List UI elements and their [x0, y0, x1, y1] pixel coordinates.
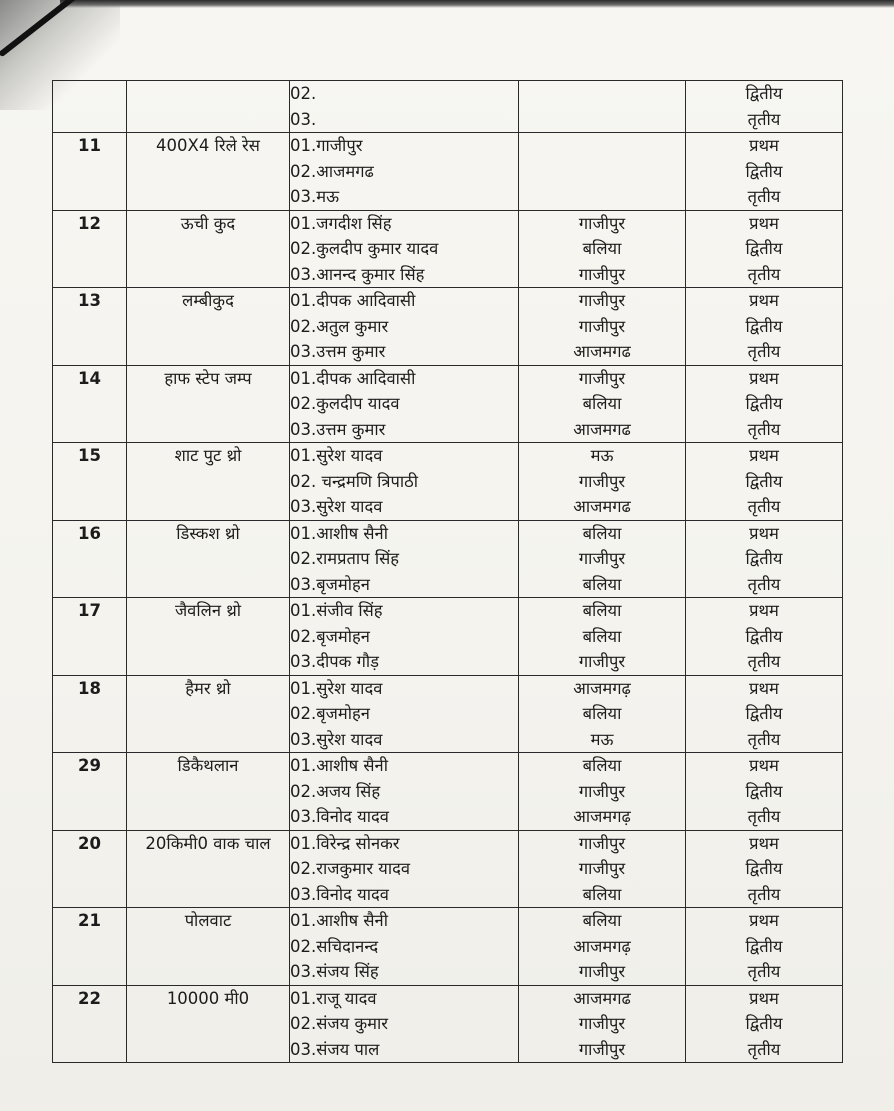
district-name [519, 184, 685, 210]
district-name: गाजीपुर [578, 471, 626, 491]
district-name: मऊ [590, 729, 614, 749]
district-name: गाजीपुर [578, 833, 626, 853]
position-label: प्रथम [749, 756, 779, 775]
district-name: आजमगढ [573, 419, 631, 439]
serial-number: 21 [78, 911, 101, 930]
winner-name: 02. [290, 84, 317, 103]
serial-number-cell [53, 365, 127, 443]
serial-number: 20 [78, 833, 101, 853]
position-cell [686, 365, 843, 443]
district-cell [519, 830, 686, 908]
winner-name: 03. [290, 109, 317, 129]
district-name: बलिया [582, 884, 622, 904]
position-cell [686, 133, 843, 211]
winner-names-cell [290, 830, 519, 908]
winner-name: 02.सचिदानन्द [290, 936, 379, 956]
winner-names-cell [290, 443, 519, 521]
district-name: गाजीपुर [578, 549, 626, 568]
district-name: गाजीपुर [578, 962, 626, 981]
position-label: तृतीय [747, 497, 781, 516]
table-row [53, 830, 843, 908]
winner-name: 01.संजीव सिंह [290, 601, 383, 620]
winner-names-cell [290, 81, 519, 133]
district-name: आजमगढ़ [573, 936, 631, 956]
winner-name: 02.बृजमोहन [290, 626, 370, 646]
event-name-cell [127, 598, 290, 676]
winner-name: 01.गाजीपुर [290, 136, 363, 155]
serial-number: 17 [78, 601, 101, 620]
serial-number: 16 [78, 523, 101, 543]
event-name: 10000 मी0 [166, 988, 250, 1008]
table-row [53, 675, 843, 753]
district-name: बलिया [582, 626, 622, 646]
position-cell [686, 753, 843, 831]
winner-name: 01.दीपक आदिवासी [290, 368, 416, 388]
winner-names-cell [290, 288, 519, 366]
district-cell [519, 908, 686, 986]
serial-number: 14 [78, 368, 101, 388]
event-name: 20किमी0 वाक चाल [145, 833, 271, 853]
winner-name: 02.कुलदीप यादव [290, 394, 400, 413]
event-name: डिकैथलान [177, 756, 239, 775]
event-name-cell [127, 830, 290, 908]
position-cell [686, 81, 843, 133]
district-name [519, 159, 685, 185]
event-name: जैवलिन थ्रो [174, 601, 242, 620]
winner-names-cell [290, 675, 519, 753]
winner-name: 03.संजय सिंह [290, 962, 379, 981]
event-name-cell [127, 365, 290, 443]
event-name-cell [127, 985, 290, 1063]
winner-name: 02. चन्द्रमणि त्रिपाठी [290, 471, 419, 491]
district-cell [519, 210, 686, 288]
position-cell [686, 908, 843, 986]
position-label: प्रथम [749, 988, 779, 1008]
district-name: गाजीपुर [578, 652, 626, 671]
district-name: आजमगढ़ [573, 678, 631, 698]
position-label: प्रथम [749, 291, 779, 310]
district-cell [519, 520, 686, 598]
event-name-cell [127, 675, 290, 753]
serial-number-cell [53, 288, 127, 366]
position-label: द्वितीय [745, 394, 783, 413]
winner-name: 03.सुरेश यादव [290, 729, 383, 749]
serial-number-cell [53, 133, 127, 211]
district-name: आजमगढ [573, 497, 631, 516]
district-name: गाजीपुर [578, 1039, 626, 1059]
position-label: तृतीय [747, 652, 781, 671]
serial-number: 11 [78, 136, 101, 155]
position-label: द्वितीय [745, 936, 783, 956]
winner-name: 02.कुलदीप कुमार यादव [290, 239, 439, 258]
position-label: तृतीय [747, 884, 781, 904]
serial-number-cell [53, 520, 127, 598]
district-name: बलिया [582, 756, 622, 775]
event-name-cell [127, 520, 290, 598]
winner-name: 01.दीपक आदिवासी [290, 291, 416, 310]
district-cell [519, 133, 686, 211]
position-label: तृतीय [747, 342, 781, 361]
winner-name: 02.संजय कुमार [290, 1014, 389, 1033]
position-cell [686, 443, 843, 521]
district-name: गाजीपुर [578, 291, 626, 310]
winner-name: 02.अजय सिंह [290, 781, 381, 801]
position-label: द्वितीय [745, 859, 783, 878]
winner-name: 02.राजकुमार यादव [290, 859, 411, 878]
position-cell [686, 520, 843, 598]
position-cell [686, 210, 843, 288]
district-cell [519, 443, 686, 521]
serial-number: 18 [78, 678, 101, 698]
event-name-cell [127, 133, 290, 211]
position-label: द्वितीय [745, 704, 783, 723]
district-cell [519, 675, 686, 753]
position-label: तृतीय [747, 962, 781, 981]
position-label: प्रथम [749, 601, 779, 620]
table-row [53, 598, 843, 676]
winner-names-cell [290, 598, 519, 676]
winner-names-cell [290, 985, 519, 1063]
district-cell [519, 81, 686, 133]
position-label: प्रथम [749, 136, 779, 155]
serial-number [53, 81, 126, 107]
table-row [53, 443, 843, 521]
district-name [519, 133, 685, 159]
event-name-cell [127, 443, 290, 521]
district-name: गाजीपुर [578, 859, 626, 878]
district-name: बलिया [582, 574, 622, 594]
winner-name: 02.आजमगढ [290, 161, 374, 181]
district-name: बलिया [582, 394, 622, 413]
event-name-cell [127, 908, 290, 986]
event-name: लम्बीकुद [182, 291, 234, 310]
winner-name: 02.रामप्रताप सिंह [290, 549, 400, 568]
serial-number: 15 [78, 446, 101, 465]
event-name: शाट पुट थ्रो [174, 446, 242, 465]
table-row [53, 288, 843, 366]
district-name: आजमगढ [573, 988, 631, 1008]
position-label: तृतीय [747, 1039, 781, 1059]
position-label: प्रथम [749, 833, 779, 853]
district-name: गाजीपुर [578, 264, 626, 284]
serial-number: 29 [78, 756, 101, 775]
winner-name: 03.विनोद यादव [290, 884, 389, 904]
position-label: तृतीय [747, 419, 781, 439]
serial-number-cell [53, 210, 127, 288]
position-label: द्वितीय [745, 471, 783, 491]
winner-names-cell [290, 133, 519, 211]
district-name: बलिया [582, 704, 622, 723]
position-label: प्रथम [749, 523, 779, 543]
table-row [53, 133, 843, 211]
table-row [53, 210, 843, 288]
winner-name: 01.विरेन्द्र सोनकर [290, 833, 400, 853]
position-label: प्रथम [749, 446, 779, 465]
serial-number: 13 [78, 291, 101, 310]
winner-name: 03.मऊ [290, 187, 340, 206]
position-label: तृतीय [747, 729, 781, 749]
event-name-cell [127, 288, 290, 366]
winner-name: 01.सुरेश यादव [290, 678, 383, 698]
serial-number-cell [53, 908, 127, 986]
position-label: द्वितीय [745, 549, 783, 568]
position-label: द्वितीय [745, 316, 783, 336]
winner-name: 02.बृजमोहन [290, 704, 370, 723]
winner-name: 03.दीपक गौड़ [290, 652, 379, 671]
table-row [53, 908, 843, 986]
winner-name: 01.आशीष सैनी [290, 756, 388, 775]
winner-name: 03.उत्तम कुमार [290, 342, 386, 361]
event-name-cell [127, 753, 290, 831]
event-name: ऊची कुद [180, 213, 236, 233]
serial-number-cell [53, 753, 127, 831]
district-name: मऊ [590, 446, 614, 465]
event-name: हाफ स्टेप जम्प [164, 368, 252, 388]
position-cell [686, 288, 843, 366]
serial-number: 12 [78, 213, 101, 233]
winner-names-cell [290, 908, 519, 986]
position-cell [686, 675, 843, 753]
event-name: पोलवाट [184, 911, 232, 930]
winner-name: 01.आशीष सैनी [290, 523, 388, 543]
event-name: हैमर थ्रो [185, 678, 231, 698]
winner-names-cell [290, 520, 519, 598]
district-name: गाजीपुर [578, 781, 626, 801]
district-name: बलिया [582, 523, 622, 543]
winner-name: 03.संजय पाल [290, 1039, 380, 1059]
winner-name: 03.बृजमोहन [290, 574, 370, 594]
position-label: द्वितीय [745, 84, 783, 103]
district-name: आजमगढ़ [573, 807, 631, 826]
serial-number-cell [53, 985, 127, 1063]
table-row [53, 81, 843, 133]
serial-number-cell [53, 81, 127, 133]
serial-number-cell [53, 675, 127, 753]
results-table-body [53, 81, 843, 1063]
position-label: द्वितीय [745, 161, 783, 181]
position-label: द्वितीय [745, 239, 783, 258]
position-label: तृतीय [747, 574, 781, 594]
serial-number-cell [53, 598, 127, 676]
position-cell [686, 985, 843, 1063]
district-name: बलिया [582, 911, 622, 930]
position-label: प्रथम [749, 911, 779, 930]
serial-number-cell [53, 830, 127, 908]
table-row [53, 985, 843, 1063]
district-cell [519, 598, 686, 676]
winner-names-cell [290, 210, 519, 288]
position-label: तृतीय [747, 264, 781, 284]
district-cell [519, 365, 686, 443]
district-cell [519, 753, 686, 831]
event-name [127, 81, 289, 107]
table-row [53, 753, 843, 831]
winner-name: 02.अतुल कुमार [290, 316, 389, 336]
table-row [53, 520, 843, 598]
district-name [519, 107, 685, 133]
position-label: प्रथम [749, 368, 779, 388]
winner-name: 01.राजू यादव [290, 988, 377, 1008]
winner-name: 03.आनन्द कुमार सिंह [290, 264, 425, 284]
event-name-cell [127, 210, 290, 288]
position-label: तृतीय [747, 187, 781, 206]
winner-names-cell [290, 365, 519, 443]
position-label: तृतीय [747, 807, 781, 826]
district-name: गाजीपुर [578, 213, 626, 233]
winner-name: 03.सुरेश यादव [290, 497, 383, 516]
event-name: 400X4 रिले रेस [156, 136, 260, 155]
district-name: बलिया [582, 601, 622, 620]
position-label: प्रथम [749, 213, 779, 233]
position-label: द्वितीय [745, 626, 783, 646]
position-cell [686, 830, 843, 908]
serial-number: 22 [78, 988, 101, 1008]
event-name-cell [127, 81, 290, 133]
district-name: गाजीपुर [578, 316, 626, 336]
winner-name: 01.आशीष सैनी [290, 911, 388, 930]
district-name: गाजीपुर [578, 368, 626, 388]
event-name: डिस्कश थ्रो [176, 523, 240, 543]
page-top-edge [60, 0, 894, 8]
results-table [52, 80, 843, 1063]
serial-number-cell [53, 443, 127, 521]
position-cell [686, 598, 843, 676]
position-label: प्रथम [749, 678, 779, 698]
winner-name: 01.जगदीश सिंह [290, 213, 392, 233]
winner-names-cell [290, 753, 519, 831]
district-name: गाजीपुर [578, 1014, 626, 1033]
winner-name: 01.सुरेश यादव [290, 446, 383, 465]
position-label: द्वितीय [745, 781, 783, 801]
district-cell [519, 288, 686, 366]
district-name [519, 81, 685, 107]
district-name: बलिया [582, 239, 622, 258]
table-row [53, 365, 843, 443]
district-name: आजमगढ [573, 342, 631, 361]
position-label: तृतीय [747, 109, 781, 129]
district-cell [519, 985, 686, 1063]
position-label: द्वितीय [745, 1014, 783, 1033]
winner-name: 03.उत्तम कुमार [290, 419, 386, 439]
winner-name: 03.विनोद यादव [290, 807, 389, 826]
